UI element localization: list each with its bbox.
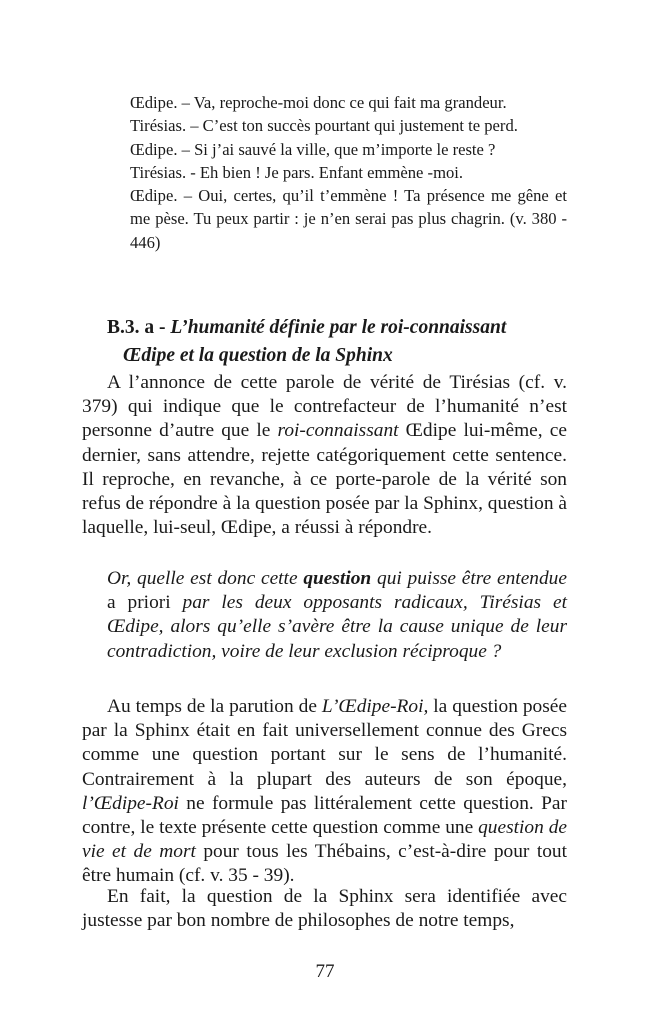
paragraph-text: Au temps de la parution de <box>107 696 322 717</box>
paragraph-emphasis: L’Œdipe-Roi, <box>321 696 429 717</box>
question-text: par les deux opposants radicaux, Tirésias et Œdipe, alors qu’elle s’avère être la cause unique de leur contradiction, voire de leur exclusion réciproque ? <box>107 592 567 662</box>
paragraph-text: En fait, la question de la Sphinx sera identifiée avec justesse par bon nombre de philosophes de notre temps, <box>82 886 567 932</box>
section-number: B.3. a - <box>107 317 171 338</box>
question-text: qui puisse être entendue <box>371 568 567 589</box>
question-text: Or, quelle est donc cette <box>107 568 304 589</box>
dialogue-line: Tirésias. - Eh bien ! Je pars. Enfant emmène -moi. <box>130 162 464 182</box>
paragraph-2 <box>82 695 567 889</box>
paragraph-emphasis: question de vie et de mort <box>82 817 567 863</box>
paragraph-emphasis: roi-connaissant <box>277 420 399 442</box>
dialogue-line: Œdipe. – Va, reproche-moi donc ce qui fait ma grandeur. <box>130 93 507 112</box>
paragraph-text: Œdipe lui-même, ce dernier, sans attendre, rejette catégoriquement cette sentence. Il reproche, en revanche, à ce porte-parole de la vérité son refus de répondre à la question posée par la Sphinx, question à laquelle, lui-seul, Œdipe, a réussi à répondre. <box>82 420 567 539</box>
paragraph-emphasis: l’Œdipe-Roi <box>82 792 179 814</box>
section-title-line1: L’humanité définie par le roi-connaissant <box>170 317 507 338</box>
paragraph-text: ne formule pas littéralement cette question. Par contre, le texte présente cette question comme une <box>82 792 567 839</box>
question-paragraph <box>107 567 567 664</box>
dialogue-line: Œdipe. – Si j’ai sauvé la ville, que m’importe le reste ? <box>130 139 496 159</box>
paragraph-3 <box>82 885 567 933</box>
question-keyword: question <box>303 568 372 589</box>
question-upright: a priori <box>107 592 171 614</box>
section-title-line2: Œdipe et la question de la Sphinx <box>123 345 393 366</box>
dialogue-quote <box>130 91 567 254</box>
paragraph-text: A l’annonce de cette parole de vérité de Tirésias (cf. v. 379) qui indique que le contrefacteur de l’humanité n’est personne d’autre que le <box>82 372 567 442</box>
paragraph-text: la question posée par la Sphinx était en fait universellement connue des Grecs comme une question portant sur le sens de l’humanité. Contrairement à la plupart des auteurs de son époque, <box>82 696 567 790</box>
paragraph-text: pour tous les Thébains, c’est-à-dire pour tout être humain (cf. v. 35 - 39). <box>82 841 567 887</box>
page-number: 77 <box>315 961 335 982</box>
dialogue-line: Œdipe. – Oui, certes, qu’il t’emmène ! Ta présence me gêne et me pèse. Tu peux partir : je n’en serai pas plus chagrin. (v. 380 - 446) <box>130 186 567 252</box>
dialogue-line: Tirésias. – C’est ton succès pourtant qui justement te perd. <box>130 116 518 136</box>
section-heading <box>107 314 567 370</box>
paragraph-1 <box>82 371 567 540</box>
